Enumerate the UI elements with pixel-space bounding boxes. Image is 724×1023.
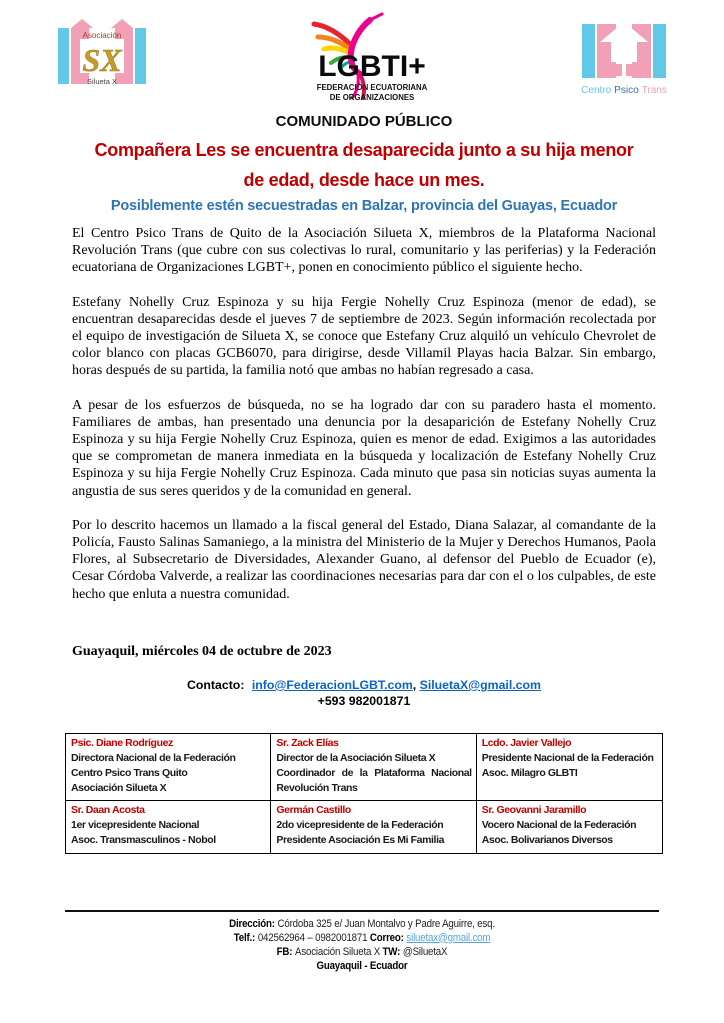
paragraph-3: A pesar de los esfuerzos de búsqueda, no se ha logrado dar con su paradero hasta el momento. Familiares de ambas, han presentado una denuncia por la desaparición de Estefany Nohelly Cruz Espinoza y su hija Fergie Nohelly Cruz Espinoza, quien es menor de edad. Exigimos a las autoridades que se comprometan de manera inmediata en la búsqueda y localización de Estefany Nohelly Cruz Espinoza y su hija Fergie Nohelly Cruz Espinoza. Cada minuto que pasa sin noticias suyas aumenta la angustia de sus seres queridos y de la comunidad en general. — [72, 397, 656, 499]
signatory-name: Psic. Diane Rodríguez — [71, 736, 173, 749]
signatory-name: Sr. Zack Elías — [276, 736, 339, 749]
logo-title: LGBTI+ — [318, 50, 426, 83]
address-value: Córdoba 325 e/ Juan Montalvo y Padre Aguirre, esq. — [277, 917, 495, 930]
signatory-role: 2do vicepresidente de la Federación — [276, 819, 444, 832]
signatories-table — [65, 733, 663, 854]
pink-tab — [616, 64, 622, 76]
logo-bottom-label: Silueta X — [86, 77, 118, 86]
phone-label: Telf.: — [233, 931, 256, 944]
arrow-up-icon — [111, 19, 133, 28]
signatory-cell — [66, 733, 271, 800]
signatory-role: Asoc. Bolivarianos Diversos — [481, 834, 613, 847]
signatory-role: Centro Psico Trans Quito — [71, 767, 188, 780]
silueta-x-logo-icon — [52, 14, 152, 98]
signatory-role: Coordinador de la Plataforma Nacional Revolución Trans — [276, 767, 472, 795]
paragraph-2: Estefany Nohelly Cruz Espinoza y su hija Fergie Nohelly Cruz Espinoza (menor de edad), se encuentran desaparecidas desde el jueves 7 de septiembre de 2023. Según información recolectada por el equipo de investigación de Silueta X, se conoce que Estefany Cruz alquiló un vehículo Chevrolet de color blanco con placas GCB6070, para dirigirse, desde Villamil Playas hacia Balzar. Sin embargo, horas después de su partida, la familia notó que ambas no habían regresado a casa. — [72, 294, 656, 379]
trans-blue-bar — [135, 28, 146, 84]
logo-caption-line2: DE ORGANIZACIONES — [329, 93, 415, 102]
footer-address-line — [36, 917, 688, 931]
contact-label: Contacto: — [187, 677, 245, 692]
document-kicker: COMUNIDADO PÚBLICO — [275, 113, 453, 130]
word-centro: Centro — [581, 85, 612, 96]
phone-value: 042562964 – 0982001871 — [257, 931, 368, 944]
federacion-lgbti-logo — [288, 10, 438, 111]
footer — [36, 917, 688, 973]
header-logos — [0, 0, 724, 111]
signatory-cell — [66, 801, 271, 853]
signatory-cell — [476, 733, 662, 800]
hummingbird-icon — [288, 10, 438, 106]
logo-top-label: Asociación — [82, 31, 122, 40]
signatory-role: Director de la Asociación Silueta X — [276, 751, 436, 764]
contact-line — [72, 677, 656, 693]
logo-monogram: SX — [82, 42, 122, 78]
silueta-x-logo — [52, 14, 152, 103]
logo-wordmark — [581, 85, 667, 96]
dateline: Guayaquil, miércoles 04 de octubre de 2023 — [72, 643, 332, 659]
footer-city: Guayaquil - Ecuador — [316, 959, 408, 972]
contact-email-siluetax-link[interactable]: SiluetaX@gmail.com — [419, 677, 541, 692]
facebook-value: Asociación Silueta X — [295, 945, 381, 958]
centro-psico-trans-icon — [574, 18, 674, 104]
headline-line2: de edad, desde hace un mes. — [243, 170, 485, 190]
twitter-value: @SiluetaX — [402, 945, 448, 958]
signatory-name: Lcdo. Javier Vallejo — [481, 736, 572, 749]
subheadline: Posiblemente estén secuestradas en Balzar, provincia del Guayas, Ecuador — [110, 198, 618, 214]
trans-blue-bar — [582, 24, 595, 78]
signatory-name: Germán Castillo — [276, 804, 351, 817]
body-text — [72, 225, 656, 603]
contact-email-federacion-link[interactable]: info@FederacionLGBT.com — [251, 677, 413, 692]
trans-blue-bar — [58, 28, 69, 84]
arrow-up-icon — [71, 19, 93, 28]
paragraph-4: Por lo descrito hacemos un llamado a la fiscal general del Estado, Diana Salazar, al comandante de la Policía, Fausto Salinas Samaniego, a la ministra del Ministerio de la Mujer y Derechos Humanos, Paola Flores, al Subsecretario de Diversidades, Alexander Guano, al defensor del Pueblo de Ecuador (e), Cesar Córdoba Valverde, a realizar las coordinaciones necesarias para dar con el o los culpables, de este hecho que enluta a nuestra comunidad. — [72, 517, 656, 602]
footer-divider — [65, 910, 659, 912]
signatory-name: Sr. Daan Acosta — [71, 804, 145, 817]
centro-psico-trans-logo — [574, 18, 674, 109]
facebook-label: FB: — [276, 945, 293, 958]
contact-phone: +593 982001871 — [317, 693, 411, 708]
house-body — [611, 41, 637, 62]
twitter-label: TW: — [382, 945, 401, 958]
footer-email-link[interactable]: siluetax@gmail.com — [406, 931, 491, 944]
address-label: Dirección: — [229, 917, 275, 930]
signatory-role: 1er vicepresidente Nacional — [71, 819, 200, 832]
signatory-role: Asociación Silueta X — [71, 782, 167, 795]
signatory-role: Presidente Asociación Es Mi Familia — [276, 834, 445, 847]
footer-phone-line — [36, 931, 688, 945]
word-psico: Psico — [614, 85, 639, 96]
table-row — [66, 733, 663, 800]
contact-separator: , — [412, 677, 417, 692]
signatory-role: Asoc. Milagro GLBTI — [481, 767, 578, 780]
table-row — [66, 801, 663, 853]
headline-line1: Compañera Les se encuentra desaparecida junto a su hija menor — [94, 140, 634, 160]
signatory-role: Directora Nacional de la Federación — [71, 751, 236, 764]
signatory-role: Asoc. Transmasculinos - Nobol — [71, 834, 216, 847]
logo-caption-line1: FEDERACIÓN ECUATORIANA — [316, 83, 428, 92]
signatory-cell — [271, 733, 476, 800]
signatory-name: Sr. Geovanni Jaramillo — [481, 804, 587, 817]
pink-tab — [626, 64, 632, 76]
signatory-role: Presidente Nacional de la Federación — [481, 751, 654, 764]
trans-blue-bar — [653, 24, 666, 78]
signatory-cell — [476, 801, 662, 853]
signatory-cell — [271, 801, 476, 853]
footer-social-line — [36, 945, 688, 959]
headline — [72, 135, 656, 195]
signatory-role: Vocero Nacional de la Federación — [481, 819, 637, 832]
email-label: Correo: — [369, 931, 404, 944]
word-trans: Trans — [641, 85, 667, 96]
bird-beak — [370, 14, 382, 20]
paragraph-1: El Centro Psico Trans de Quito de la Asociación Silueta X, miembros de la Plataforma Nacional Revolución Trans (que cubre con sus colectivas lo rural, comunitario y las periferias) y la Federación ecuatoriana de Organizaciones LGBT+, ponen en conocimiento público el siguiente hecho. — [72, 226, 656, 276]
